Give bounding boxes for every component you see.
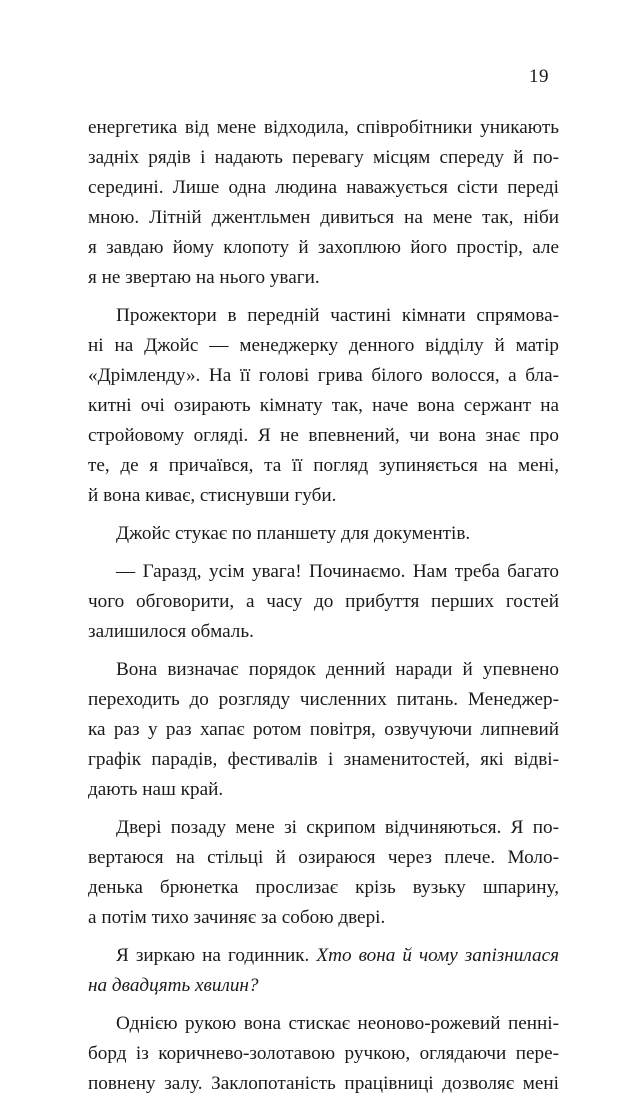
text-line: задніх рядів і надають перевагу місцям спереду й по- xyxy=(88,147,559,168)
text-line: Двері позаду мене зі скрипом відчиняються. Я по- xyxy=(116,817,559,838)
italic-thought: Хто вона й чому запізнилася xyxy=(316,945,560,966)
text-line: китні очі озирають кімнату так, наче вона сержант на xyxy=(88,395,559,416)
paragraph xyxy=(88,557,559,647)
text-line: мною. Літній джентльмен дивиться на мене так, ніби xyxy=(88,207,559,228)
text-line: а потім тихо зачиняє за собою двері. xyxy=(88,907,386,928)
text-line: дають наш край. xyxy=(88,779,224,800)
text-line: Прожектори в передній частині кімнати спрямова- xyxy=(116,305,559,326)
text-line: енергетика від мене відходила, співробітники уникають xyxy=(88,117,559,138)
text-line: — Гаразд, усім увага! Починаємо. Нам треба багато xyxy=(116,561,559,582)
body-text xyxy=(88,113,559,1099)
text-line: повнену залу. Заклопотаність працівниці дозволяє мені xyxy=(88,1073,559,1094)
text-line: на двадцять хвилин? xyxy=(88,975,259,996)
text-line: чого обговорити, а часу до прибуття перших гостей xyxy=(88,591,559,612)
paragraph xyxy=(88,655,559,805)
text-line: середині. Лише одна людина наважується сісти переді xyxy=(88,177,559,198)
text-line: Однією рукою вона стискає неоново-рожевий пенні- xyxy=(116,1013,559,1034)
text-line: вертаюся на стільці й озираюся через плече. Моло- xyxy=(88,847,559,868)
paragraph xyxy=(88,519,559,549)
text-line xyxy=(88,941,559,971)
text-line: переходить до розгляду численних питань. Менеджер- xyxy=(88,689,559,710)
text-line: борд із коричнево-золотавою ручкою, оглядаючи пере- xyxy=(88,1043,559,1064)
text-line: я не звертаю на нього уваги. xyxy=(88,267,320,288)
text-line: я завдаю йому клопоту й захоплюю його простір, але xyxy=(88,237,559,258)
page-number: 19 xyxy=(529,66,549,87)
text-line: те, де я причаївся, та її погляд зупиняється на мені, xyxy=(88,455,559,476)
paragraph xyxy=(88,113,559,293)
text-line: Джойс стукає по планшету для документів. xyxy=(116,523,471,544)
text-line: ні на Джойс — менеджерку денного відділу й матір xyxy=(88,335,559,356)
text-line: денька брюнетка прослизає крізь вузьку шпарину, xyxy=(88,877,559,898)
text-line: стройовому огляді. Я не впевнений, чи вона знає про xyxy=(88,425,559,446)
text-line: «Дрімленду». На її голові грива білого волосся, а бла- xyxy=(88,365,559,386)
paragraph xyxy=(88,813,559,933)
text-line: графік парадів, фестивалів і знаменитостей, які відві- xyxy=(88,749,559,770)
paragraph xyxy=(88,1009,559,1099)
text-line: ка раз у раз хапає ротом повітря, озвучуючи липневий xyxy=(88,719,559,740)
text-line: й вона киває, стиснувши губи. xyxy=(88,485,337,506)
paragraph xyxy=(88,301,559,511)
text-span: Я зиркаю на годинник. xyxy=(116,945,317,966)
text-line: залишилося обмаль. xyxy=(88,621,254,642)
text-line: Вона визначає порядок денний наради й упевнено xyxy=(116,659,559,680)
paragraph xyxy=(88,941,559,1001)
